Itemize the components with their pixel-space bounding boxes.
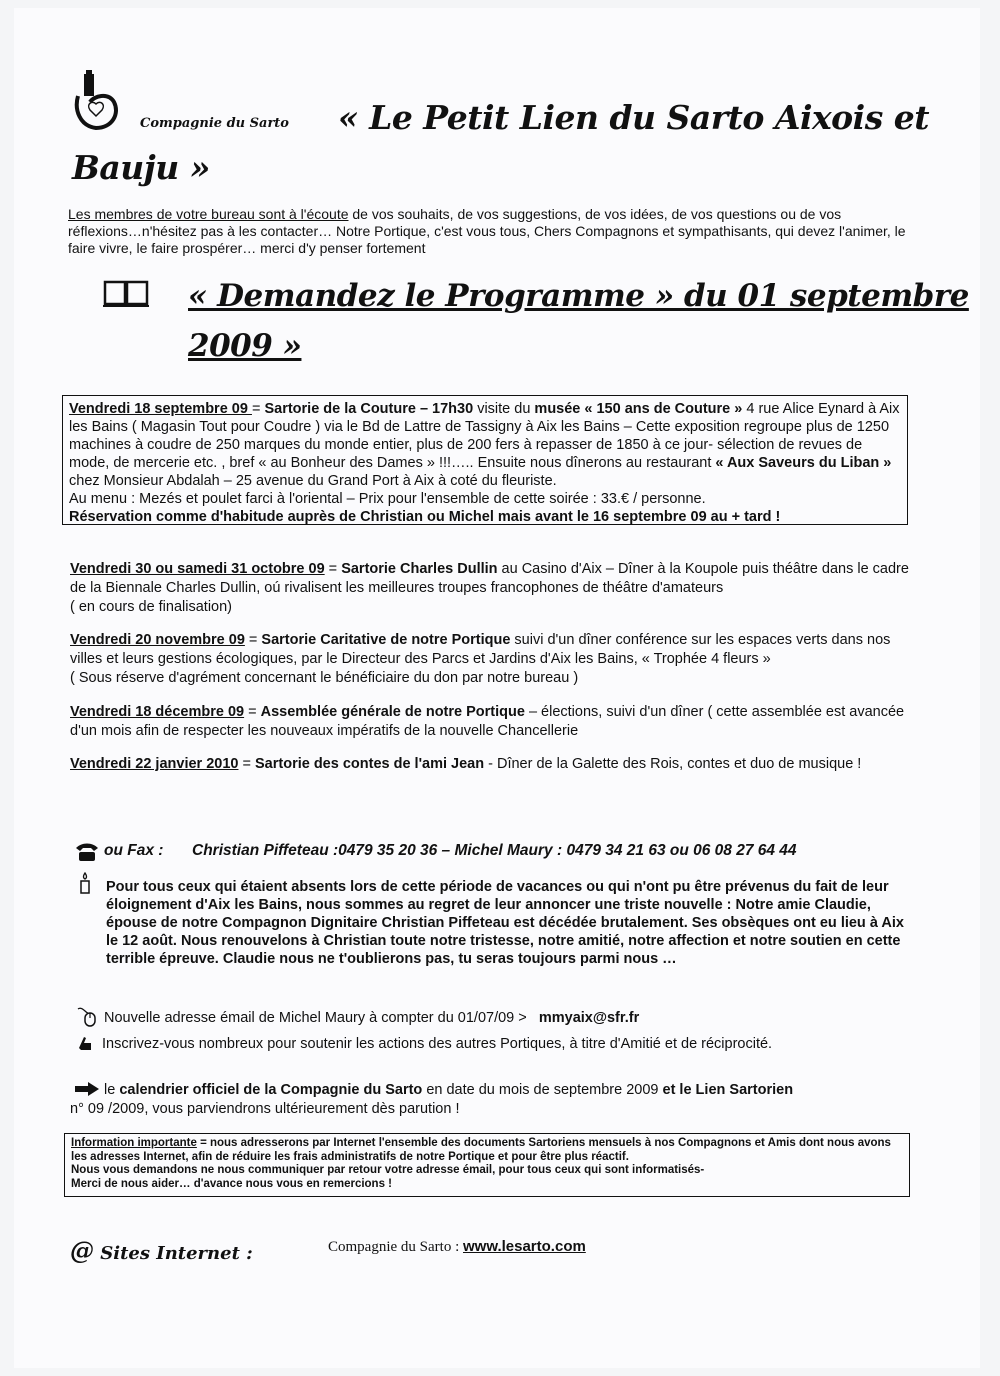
event-text: = — [238, 756, 255, 772]
newsletter-title-cont: Bauju » — [72, 148, 210, 187]
book-icon — [102, 278, 150, 308]
event-text: 4 rue Alice Eynard à Aix les Bains ( Magasin Tout pour Coudre ) via le Bd de Lattre de Tassigny à Aix les Bains – Cette exposition regroupe plus de 1250 machines à coudre de 250 marques du monde entier, plus de 200 fers à repasser de 1850 à ce jour- sélection de revues de mode, de mercerie etc. , bref « au Bonheur des Dames » !!!….. Ensuite nous dînerons au restaurant — [69, 401, 900, 471]
event-text: = — [324, 561, 342, 577]
arrow-right-icon — [74, 1081, 100, 1097]
event-text: - Dîner de la Galette des Rois, contes et duo de musique ! — [484, 756, 862, 772]
calendar-note-cont: n° 09 /2009, vous parviendrons ultérieurement dès parution ! — [70, 1101, 460, 1117]
invite-line: Inscrivez-vous nombreux pour soutenir les actions des autres Portiques, à titre d'Amitié et de réciprocité. — [102, 1036, 773, 1052]
event-menu: Au menu : Mezés et poulet farci à l'oriental – Prix pour l'ensemble de cette soirée : 33.€ / personne. — [69, 491, 706, 507]
info-label: Information importante — [71, 1137, 197, 1149]
at-sign-icon: @ — [70, 1236, 94, 1265]
event-date: Vendredi 20 novembre 09 — [70, 632, 245, 648]
event-text: = — [244, 704, 261, 720]
event-date: Vendredi 22 janvier 2010 — [70, 756, 239, 772]
event-text: chez Monsieur Abdalah – 25 avenue du Grand Port à Aix à coté du fleuriste. — [69, 473, 557, 489]
calendar-text: le — [104, 1082, 120, 1098]
event-text: = — [251, 401, 265, 417]
info-text — [71, 1137, 903, 1191]
event-reservation: Réservation comme d'habitude auprès de Christian ou Michel mais avant le 16 septembre 09 au + tard ! — [69, 509, 781, 525]
sites-label: Sites Internet : — [100, 1243, 253, 1264]
event-title: Assemblée générale de notre Portique — [260, 704, 525, 720]
event-text: suivi d'un dîner conférence sur les espaces verts dans nos villes et leurs gestions écologiques, par le Directeur des Parcs et Jardins d'Aix les Bains, « Trophée 4 fleurs » — [70, 632, 891, 667]
event-text: – élections, suivi d'un dîner ( cette assemblée est avancée d'un mois afin de respecter les nouveaux impératifs de la nouvelle Chancellerie — [70, 704, 905, 739]
event-january — [70, 755, 910, 774]
event-date: Vendredi 18 septembre 09 — [69, 401, 252, 417]
footer-sites — [70, 1236, 253, 1265]
event-text: visite du — [473, 401, 535, 417]
condolence-notice: Pour tous ceux qui étaient absents lors de cette période de vacances ou qui n'ont pu être prévenus du fait de leur éloignement d'Aix les Bains, nous sommes au regret de leur annoncer une triste nouvelle : Notre amie Claudie, épouse de notre Compagnon Dignitaire Christian Piffeteau est décédée brutalement. Ses obsèques ont eu lieu à Aix le 12 août. Nous renouvelons à Christian toute notre tristesse, notre amitié, notre affection et notre soutien en cette terrible épreuve. Claudie nous ne t'oublierons pas, tu seras toujours parmi nous … — [106, 879, 904, 967]
calendar-note — [104, 1080, 904, 1100]
event-title: Sartorie des contes de l'ami Jean — [255, 756, 485, 772]
event-note: ( en cours de finalisation) — [70, 599, 232, 615]
intro-paragraph — [68, 206, 918, 257]
header-org-name: Compagnie du Sarto — [140, 116, 289, 131]
program-heading: « Demandez le Programme » du 01 septembre — [188, 278, 969, 314]
info-body: = nous adresserons par Internet l'ensemble des documents Sartoriens mensuels à nos Compagnons et Amis dont nous avons les adresses Internet, afin de réduire les frais administratifs de notre Portique et pour être plus réactif. — [71, 1137, 891, 1163]
calendar-text: en date du mois de septembre 2009 — [422, 1082, 663, 1098]
event-title: Sartorie de la Couture – 17h30 — [264, 401, 474, 417]
footer-company — [328, 1238, 586, 1256]
event-text: = — [244, 632, 262, 648]
mouse-icon — [76, 1005, 98, 1027]
museum-name: musée « 150 ans de Couture » — [534, 401, 743, 417]
event-title: Sartorie Charles Dullin — [341, 561, 498, 577]
fax-label: ou Fax : — [104, 842, 164, 859]
newsletter-title: « Le Petit Lien du Sarto Aixois et — [338, 98, 930, 137]
candle-icon — [78, 872, 92, 894]
event-date: Vendredi 30 ou samedi 31 octobre 09 — [70, 561, 325, 577]
event-text: au Casino d'Aix – Dîner à la Koupole puis théâtre dans le cadre de la Biennale Charles Dullin, oú rivalisent les meilleures troupes francophones de théâtre d'amateurs — [70, 561, 909, 596]
lien-sartorien: et le Lien Sartorien — [662, 1082, 794, 1098]
footer-company-name: Compagnie du Sarto : — [328, 1239, 460, 1255]
event-title: Sartorie Caritative de notre Portique — [261, 632, 511, 648]
event-november — [70, 631, 910, 688]
event-december — [70, 703, 910, 741]
hand-pointer-icon — [76, 1034, 94, 1052]
contact-phones: Christian Piffeteau :0479 35 20 36 – Michel Maury : 0479 34 21 63 ou 06 08 27 64 44 — [192, 842, 797, 859]
email-text: Nouvelle adresse émail de Michel Maury à compter du 01/07/09 > — [104, 1010, 527, 1026]
calendar-title: calendrier officiel de la Compagnie du Sarto — [119, 1082, 423, 1098]
email-line — [104, 1010, 639, 1026]
event-october — [70, 560, 910, 617]
restaurant-name: « Aux Saveurs du Liban » — [715, 455, 892, 471]
event-date: Vendredi 18 décembre 09 — [70, 704, 245, 720]
info-line3: Merci de nous aider… d'avance nous vous en remercions ! — [71, 1177, 393, 1190]
info-box — [64, 1133, 910, 1197]
email-address[interactable]: mmyaix@sfr.fr — [538, 1010, 640, 1026]
intro-rest: de vos souhaits, de vos suggestions, de vos idées, de vos questions ou de vos réflexions…n'hésitez pas à les contacter… Notre Portique, c'est vous tous, Chers Compagnons et sympathisants, qui devez l'animer, le faire vivre, le faire prospérer… merci d'y penser fortement — [68, 206, 906, 256]
event-box-september — [62, 395, 908, 525]
info-line2: Nous vous demandons ne nous communiquer par retour votre adresse émail, pour tous ceux qui sont informatisés- — [71, 1164, 705, 1176]
program-heading-cont: 2009 » — [188, 328, 302, 364]
event-september-text — [69, 400, 901, 526]
website-link[interactable]: www.lesarto.com — [463, 1238, 586, 1255]
sarto-logo-icon — [70, 70, 122, 132]
intro-lead: Les membres de votre bureau sont à l'écoute — [68, 206, 349, 222]
event-note: ( Sous réserve d'agrément concernant le bénéficiaire du don par notre bureau ) — [70, 670, 579, 686]
telephone-icon — [74, 842, 100, 862]
